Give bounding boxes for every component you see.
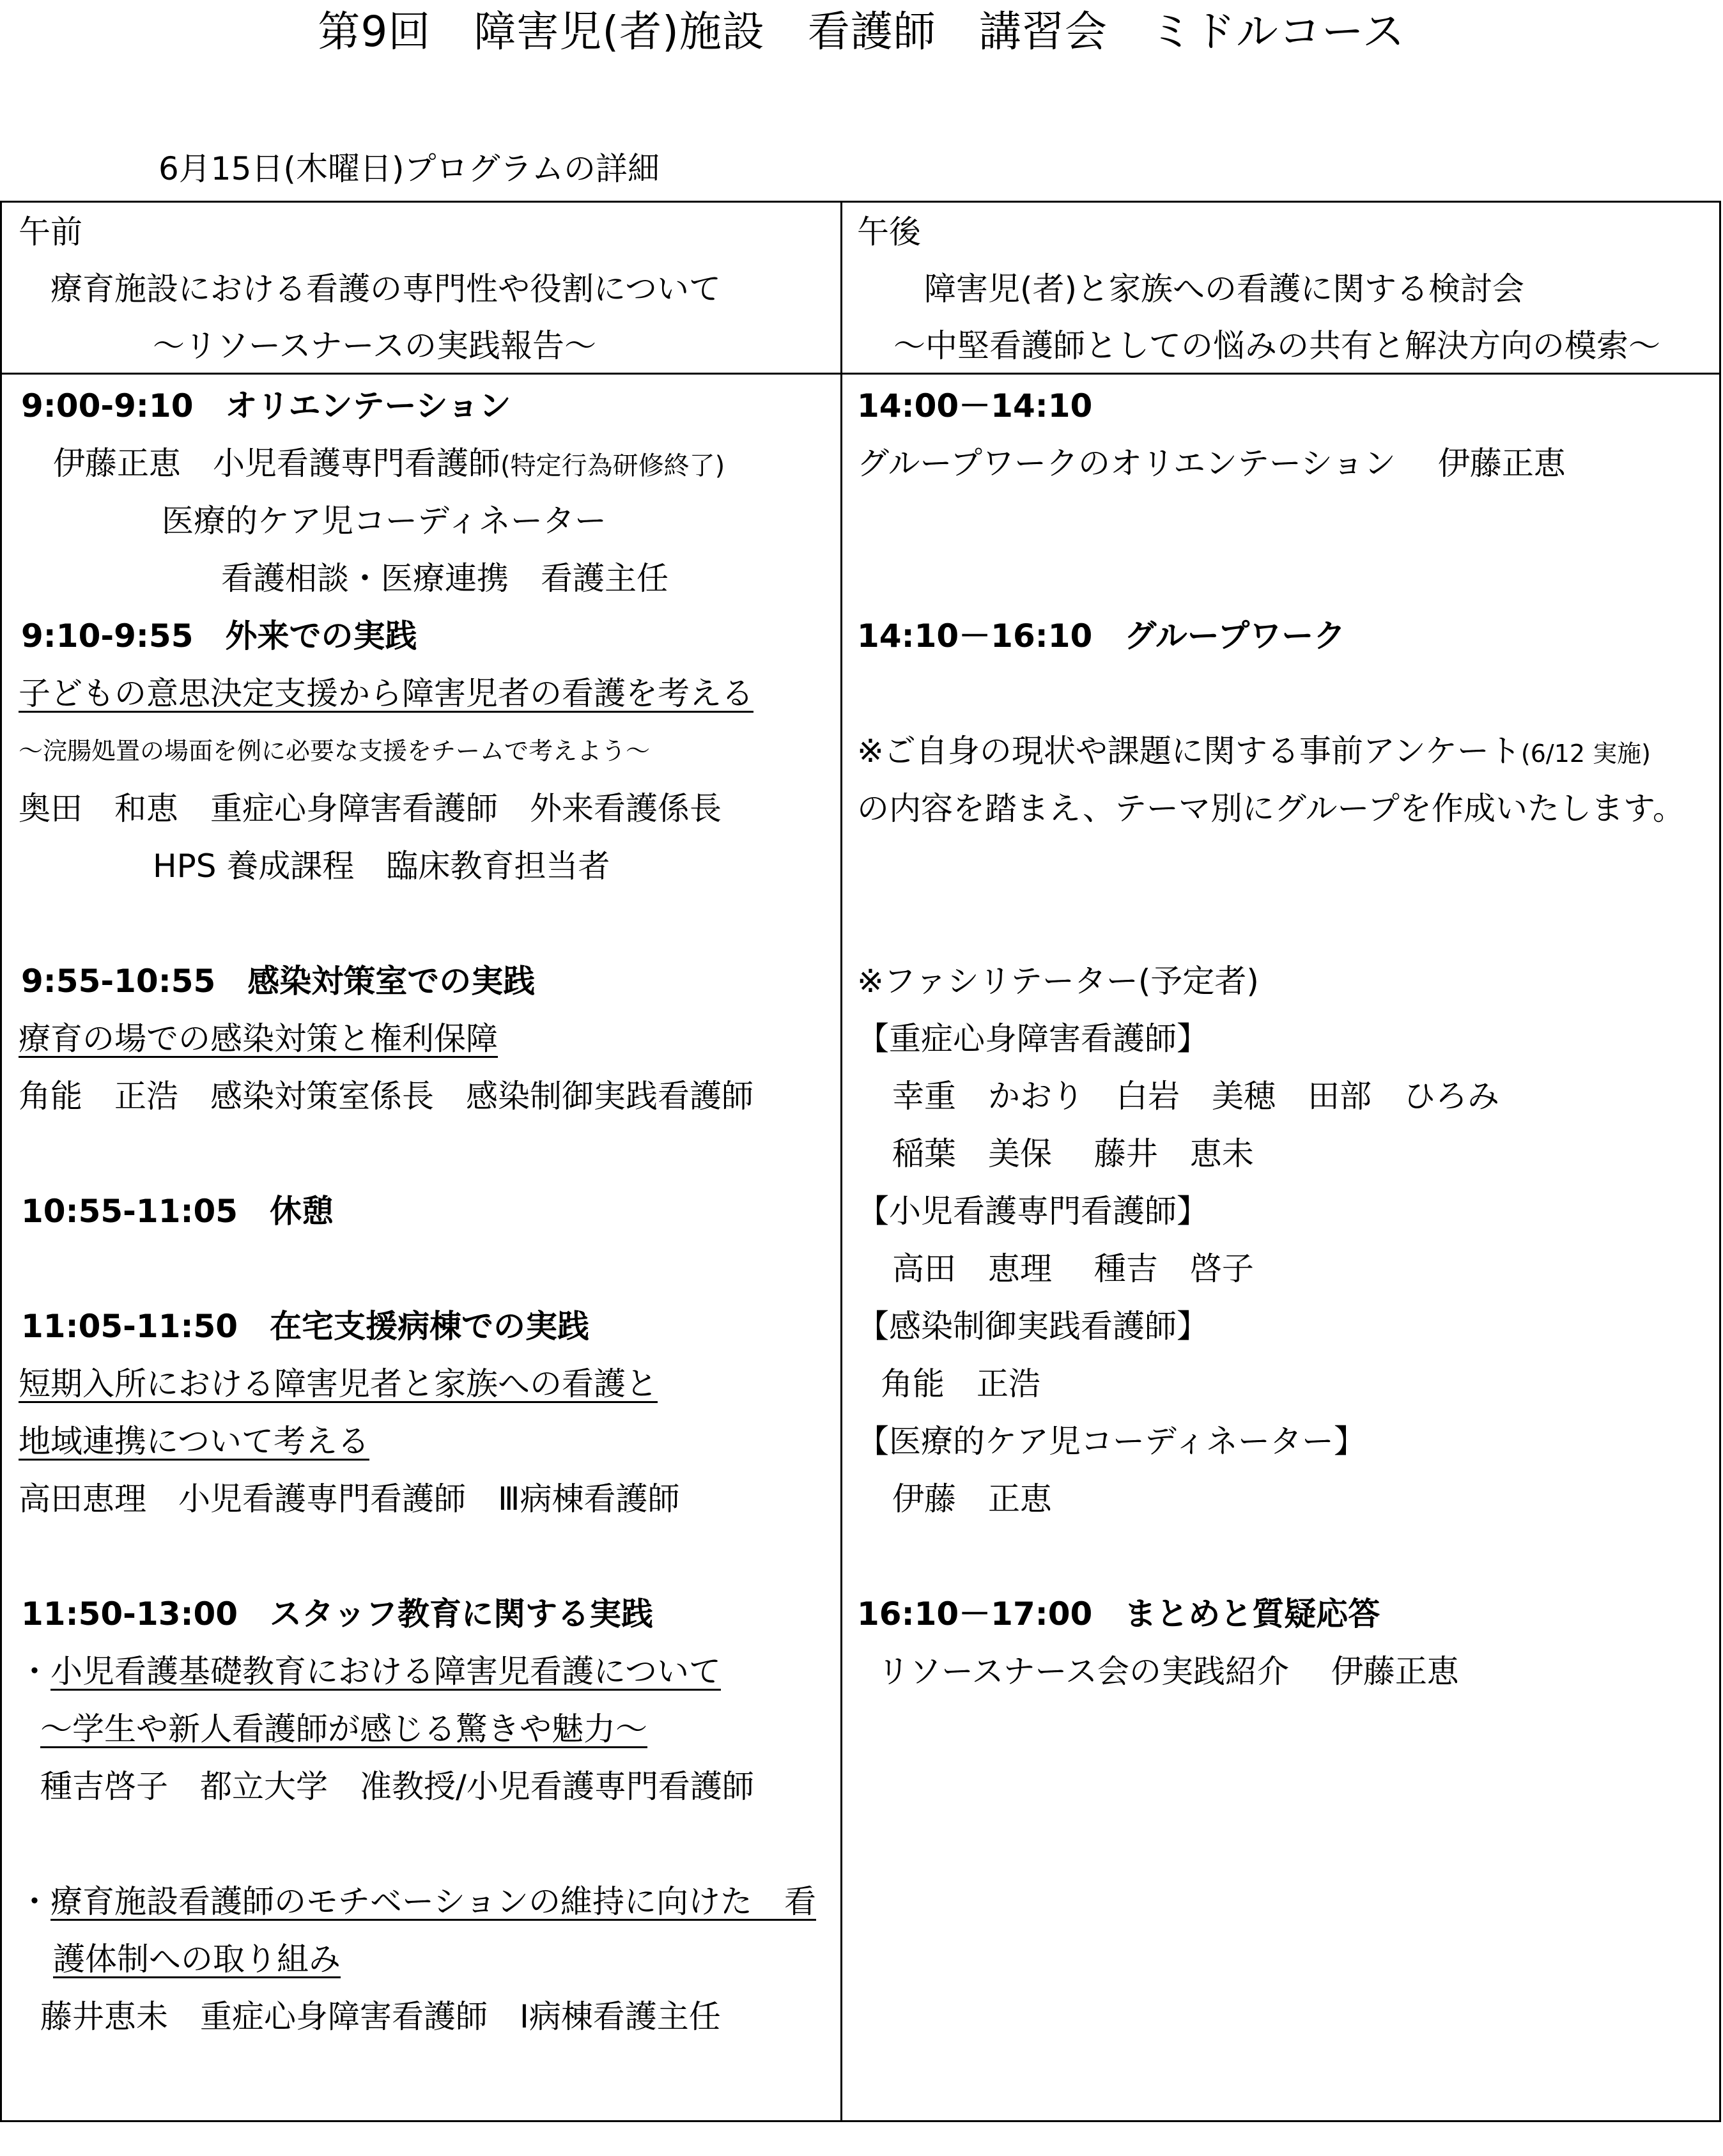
morning-theme-sub: ～リソースナースの実践報告～ bbox=[153, 327, 596, 364]
session-6-bullet-1: ・ bbox=[19, 1653, 50, 1690]
afternoon-3-desc: リソースナース会の実践紹介 伊藤正恵 bbox=[877, 1653, 1459, 1690]
afternoon-2-note-1-date: (6/12 実施) bbox=[1520, 740, 1651, 768]
session-6-topic-2-text: 療育施設看護師のモチベーションの維持に向けた 看 bbox=[50, 1883, 816, 1920]
afternoon-2-note-2: の内容を踏まえ、テーマ別にグループを作成いたします。 bbox=[857, 790, 1685, 827]
session-6-topic-1-text: 小児看護基礎教育における障害児看護について bbox=[50, 1653, 721, 1690]
session-5-speaker: 高田恵理 小児看護専門看護師 Ⅲ病棟看護師 bbox=[19, 1480, 680, 1517]
facilitator-group-1-names-2: 稲葉 美保 藤井 恵未 bbox=[892, 1135, 1254, 1172]
afternoon-1-time: 14:00－14:10 bbox=[857, 387, 1093, 424]
facilitator-group-2: 【小児看護専門看護師】 bbox=[857, 1193, 1209, 1230]
session-6-topic-1 bbox=[19, 1649, 721, 1694]
facilitator-group-3-names: 角能 正浩 bbox=[881, 1365, 1040, 1402]
facilitator-group-4-names: 伊藤 正恵 bbox=[892, 1480, 1052, 1517]
session-5-topic-1: 短期入所における障害児者と家族への看護と bbox=[19, 1365, 658, 1402]
session-6-speaker-2: 藤井恵未 重症心身障害看護師 Ⅰ病棟看護主任 bbox=[40, 1998, 721, 2035]
afternoon-column bbox=[842, 203, 1719, 2120]
session-1-speaker-name: 伊藤正恵 小児看護専門看護師 bbox=[53, 445, 500, 482]
facilitator-title: ※ファシリテーター(予定者) bbox=[857, 963, 1259, 1000]
session-3-time: 9:55-10:55 感染対策室での実践 bbox=[21, 963, 536, 1000]
session-6-time: 11:50-13:00 スタッフ教育に関する実践 bbox=[21, 1595, 654, 1633]
session-2-speaker: 奥田 和恵 重症心身障害看護師 外来看護係長 bbox=[19, 790, 722, 827]
session-2-subtopic: ～浣腸処置の場面を例に必要な支援をチームで考えよう～ bbox=[19, 737, 651, 765]
program-date-heading: 6月15日(木曜日)プログラムの詳細 bbox=[158, 150, 660, 187]
session-1-role-3: 看護相談・医療連携 看護主任 bbox=[221, 560, 668, 597]
session-2-time: 9:10-9:55 外来での実践 bbox=[21, 617, 417, 655]
morning-column bbox=[2, 203, 840, 2120]
morning-theme: 療育施設における看護の専門性や役割について bbox=[50, 270, 721, 307]
facilitator-group-4: 【医療的ケア児コーディネーター】 bbox=[857, 1423, 1366, 1460]
morning-label: 午前 bbox=[19, 213, 82, 251]
session-6-topic-1-sub: ～学生や新人看護師が感じる驚きや魅力～ bbox=[40, 1710, 647, 1748]
session-6-topic-2-cont: 護体制への取り組み bbox=[53, 1941, 341, 1978]
session-3-topic: 療育の場での感染対策と権利保障 bbox=[19, 1020, 498, 1057]
afternoon-2-time: 14:10－16:10 グループワーク bbox=[857, 617, 1346, 655]
facilitator-group-1: 【重症心身障害看護師】 bbox=[857, 1020, 1209, 1057]
facilitator-group-2-names: 高田 恵理 種吉 啓子 bbox=[892, 1250, 1254, 1287]
afternoon-theme: 障害児(者)と家族への看護に関する検討会 bbox=[924, 270, 1525, 307]
break-time: 10:55-11:05 休憩 bbox=[21, 1193, 334, 1230]
afternoon-label: 午後 bbox=[857, 213, 921, 251]
page-title: 第9回 障害児(者)施設 看護師 講習会 ミドルコース bbox=[318, 7, 1405, 56]
facilitator-group-3: 【感染制御実践看護師】 bbox=[857, 1308, 1209, 1345]
session-2-topic: 子どもの意思決定支援から障害児者の看護を考える bbox=[19, 675, 753, 712]
session-1-speaker bbox=[53, 441, 725, 488]
session-5-time: 11:05-11:50 在宅支援病棟での実践 bbox=[21, 1308, 590, 1345]
afternoon-2-note-1-text: ※ご自身の現状や課題に関する事前アンケート bbox=[857, 733, 1521, 770]
session-1-speaker-note: (特定行為研修終了) bbox=[500, 451, 725, 481]
session-2-role: HPS 養成課程 臨床教育担当者 bbox=[153, 848, 610, 885]
afternoon-1-desc: グループワークのオリエンテーション 伊藤正恵 bbox=[857, 445, 1566, 482]
facilitator-group-1-names-1: 幸重 かおり 白岩 美穂 田部 ひろみ bbox=[892, 1078, 1499, 1115]
session-1-time: 9:00-9:10 オリエンテーション bbox=[21, 387, 511, 424]
session-6-speaker-1: 種吉啓子 都立大学 准教授/小児看護専門看護師 bbox=[40, 1768, 754, 1805]
session-1-role-2: 医療的ケア児コーディネーター bbox=[162, 502, 607, 539]
afternoon-3-time: 16:10－17:00 まとめと質疑応答 bbox=[857, 1595, 1380, 1633]
afternoon-2-note-1 bbox=[857, 729, 1651, 776]
session-6-topic-2 bbox=[19, 1879, 816, 1924]
afternoon-theme-sub: ～中堅看護師としての悩みの共有と解決方向の模索～ bbox=[893, 327, 1660, 364]
session-5-topic-2: 地域連携について考える bbox=[19, 1423, 369, 1460]
session-3-speaker: 角能 正浩 感染対策室係長 感染制御実践看護師 bbox=[19, 1078, 753, 1115]
session-6-bullet-2: ・ bbox=[19, 1883, 50, 1920]
program-table bbox=[0, 201, 1721, 2122]
